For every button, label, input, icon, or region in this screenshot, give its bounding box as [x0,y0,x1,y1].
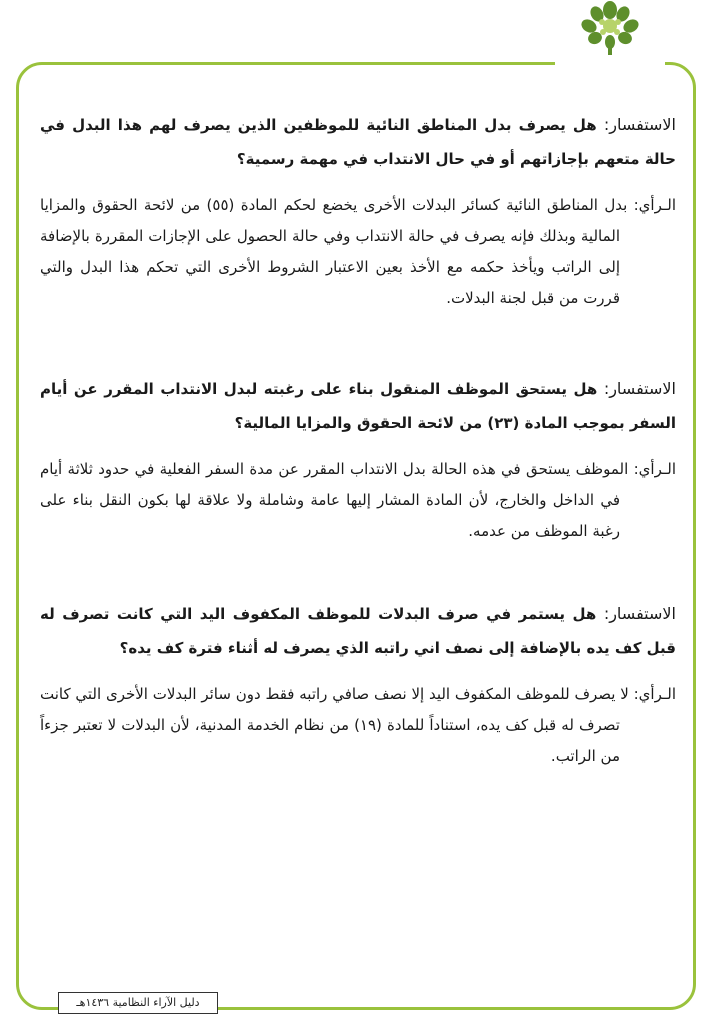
question-label: الاستفسار: [603,115,676,134]
question-3 [40,597,676,665]
answer-text: الموظف يستحق في هذه الحالة بدل الانتداب المقرر عن مدة السفر الفعلية في حدود ثلاثة أيام في الداخل والخارج، لأن المادة المشار إليها عامة وشاملة ولا علاقة لها بكون النقل بناء على رغبة الموظف من عدمه. [40,460,629,540]
answer-2 [40,454,676,547]
answer-label: الـرأي: [633,685,676,703]
answer-label: الـرأي: [633,460,676,478]
footer-label: دليل الآراء النظامية ١٤٣٦هـ [58,992,218,1014]
frame-logo-gap [555,55,665,69]
question-label: الاستفسار: [603,604,676,623]
answer-text: لا يصرف للموظف المكفوف اليد إلا نصف صافي راتبه فقط دون سائر البدلات الأخرى التي كانت تصرف له قبل كف يده، استناداً للمادة (١٩) من نظام الخدمة المدنية، لأن البدلات لا تعتبر جزءاً من الراتب. [40,685,629,765]
qa-item-3 [40,597,676,772]
answer-3 [40,679,676,772]
qa-item-2 [40,372,676,547]
question-text: هل يستمر في صرف البدلات للموظف المكفوف اليد التي كانت تصرف له قبل كف يده بالإضافة إلى نصف اني راتبه الذي يصرف له أثناء فترة كف يده؟ [40,605,676,657]
question-2 [40,372,676,440]
question-label: الاستفسار: [603,379,676,398]
question-1 [40,108,676,176]
answer-text: بدل المناطق النائية كسائر البدلات الأخرى يخضع لحكم المادة (٥٥) من لائحة الحقوق والمزايا المالية وبذلك فإنه يصرف في حالة الانتداب وفي حالة الحصول على الإجازات المقررة بالإضافة إلى الراتب ويأخذ حكمه مع الأخذ بعين الاعتبار الشروط الأخرى التي تحكم هذا البدل والتي قررت من قبل لجنة البدلات. [40,196,628,307]
document-body [40,108,676,772]
answer-label: الـرأي: [633,196,676,214]
answer-1 [40,190,676,314]
question-text: هل يستحق الموظف المنقول بناء على رغبته لبدل الانتداب المقرر عن أيام السفر بموجب المادة (٢٣) من لائحة الحقوق والمزايا المالية؟ [40,380,676,432]
question-text: هل يصرف بدل المناطق النائية للموظفين الذين يصرف لهم هذا البدل في حالة متعهم بإجازاتهم أو في حال الانتداب في مهمة رسمية؟ [40,116,676,168]
qa-item-1 [40,108,676,314]
